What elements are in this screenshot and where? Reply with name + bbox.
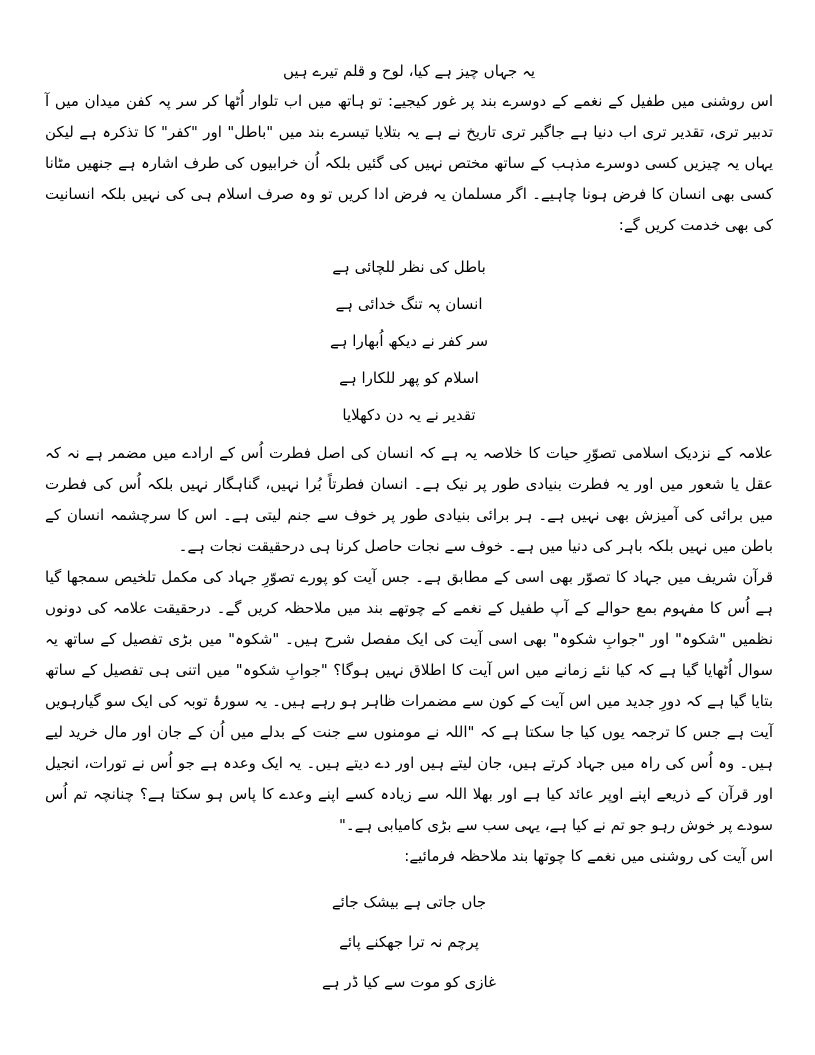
paragraph-iqbal-view: علامہ کے نزدیک اسلامی تصوّرِ حیات کا خلاصہ یہ ہے کہ انسان کی اصل فطرت اُس کے ارادے میں مضمر ہے نہ کہ عقل یا شعور میں اور یہ فطرت بنیادی طور پر نیک ہے۔ انسان فطرتاً بُرا نہیں، گناہگار نہیں بلکہ اُس کی فطرت میں برائی کی آمیزش بھی نہیں ہے۔ ہر برائی بنیادی طور پر خوف سے جنم لیتی ہے۔ اس کا سرچشمہ انسان کے باطن میں نہیں بلکہ باہر کی دنیا میں ہے۔ خوف سے نجات حاصل کرنا ہی درحقیقت نجات ہے۔ — [45, 444, 773, 555]
verse-heading: یہ جہاں چیز ہے کیا، لوح و قلم تیرے ہیں — [282, 62, 536, 80]
verse-line: پرچم نہ ترا جھکنے پائے — [339, 933, 479, 951]
paragraph-intro: اس روشنی میں طفیل کے نغمے کے دوسرے بند پر غور کیجیے: تو ہاتھ میں اب تلوار اُٹھا کر سر پہ کفن میدان میں آ تدبیر تری، تقدیر تری اب دنیا ہے جاگیر تری تاریخ نے ہے یہ بتلایا تیسرے بند میں "باطل" اور "کفر" کا تذکرہ ہے لیکن یہاں یہ چیزیں کسی دوسرے مذہب کے ساتھ مختص نہیں کی گئیں بلکہ اُن خرابیوں کی طرف اشارہ ہے جنھیں مٹانا کسی بھی انسان کا فرض ہونا چاہیے۔ اگر مسلمان یہ فرض ادا کریں تو وہ صرف اسلام ہی کی نہیں بلکہ انسانیت کی بھی خدمت کریں گے: — [45, 92, 773, 234]
verse-line: انسان پہ تنگ خدائی ہے — [335, 295, 483, 313]
verse-block-first — [45, 249, 773, 434]
verse-line: باطل کی نظر للچائی ہے — [332, 258, 486, 276]
verse-line: سر کفر نے دیکھ اُبھارا ہے — [329, 332, 489, 350]
verse-line: تقدیر نے یہ دن دکھلایا — [342, 406, 476, 424]
verse-line: اسلام کو پھر للکارا ہے — [339, 369, 479, 387]
verse-line: غازی کو موت سے کیا ڈر ہے — [322, 973, 496, 991]
verse-line: جاں جاتی ہے بیشک جائے — [331, 893, 487, 911]
document-page — [45, 60, 773, 1002]
paragraph-jihad-quran: قرآن شریف میں جہاد کا تصوّر بھی اسی کے مطابق ہے۔ جس آیت کو پورے تصوّرِ جہاد کی مکمل تلخیص سمجھا گیا ہے اُس کا مفہوم بمع حوالے کے آپ طفیل کے نغمے کے چوتھے بند میں ملاحظہ کریں گے۔ درحقیقت علامہ کی دونوں نظمیں "شکوہ" اور "جوابِ شکوہ" بھی اسی آیت کی ایک مفصل شرح ہیں۔ "شکوہ" میں بڑی تفصیل کے ساتھ یہ سوال اُٹھایا گیا ہے کہ کیا نئے زمانے میں اس آیت کا اطلاق نہیں ہوگا؟ "جوابِ شکوہ" میں اتنی ہی تفصیل کے ساتھ بتایا گیا ہے کہ دورِ جدید میں اس آیت کے کون سے مضمرات ظاہر ہو رہے ہیں۔ یہ سورۂ توبہ کی ایک سو گیارہویں آیت ہے جس کا ترجمہ یوں کیا جا سکتا ہے کہ "اللہ نے مومنوں سے جنت کے بدلے میں اُن کے جان اور مال خرید لیے ہیں۔ وہ اُس کی راہ میں جہاد کرتے ہیں، جان لیتے ہیں اور دے دیتے ہیں۔ یہ ایک وعدہ ہے جو اُس نے تورات، انجیل اور قرآن کے ذریعے اپنے اوپر عائد کیا ہے اور بھلا اللہ سے زیادہ کسے اپنے وعدے کا پاس ہو سکتا ہے؟ چنانچہ تم اُس سودے پر خوش رہو جو تم نے کیا ہے، یہی سب سے بڑی کامیابی ہے۔" — [45, 568, 773, 834]
paragraph-fourth-stanza-intro: اس آیت کی روشنی میں نغمے کا چوتھا بند ملاحظہ فرمائیے: — [404, 847, 773, 865]
verse-block-second — [45, 882, 773, 1002]
